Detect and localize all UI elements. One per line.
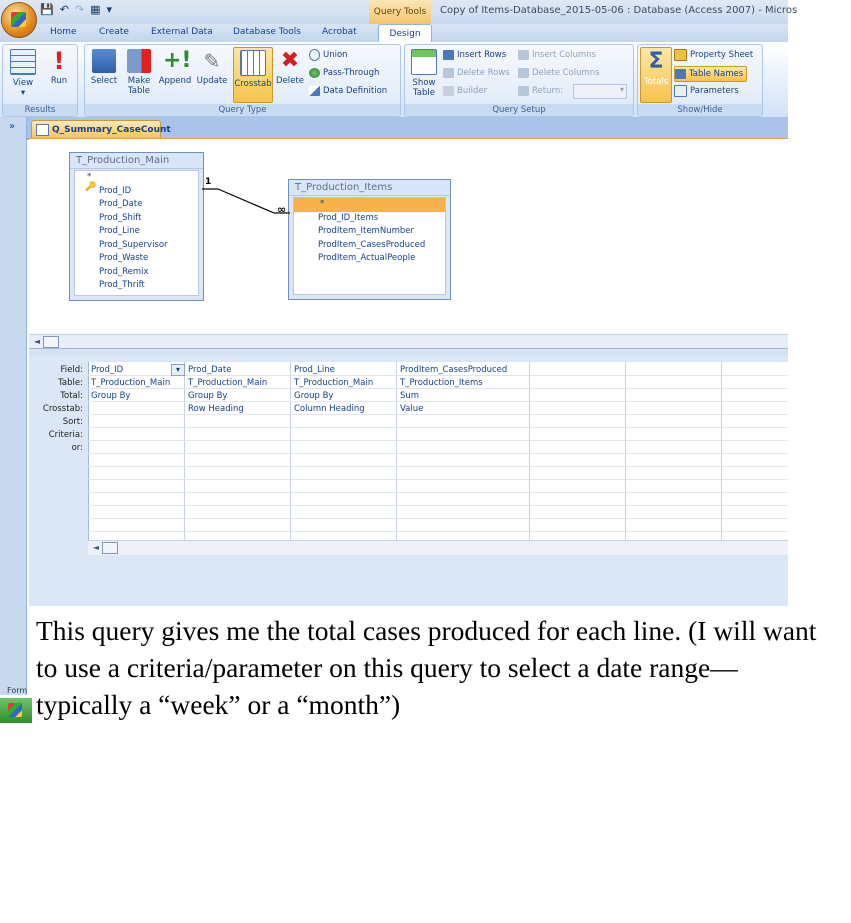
table-title[interactable]: T_Production_Items <box>289 180 450 196</box>
field-prod-id-items[interactable]: Prod_ID_Items <box>318 212 379 223</box>
show-table-button[interactable]: Show Table <box>408 49 440 98</box>
insert-rows-button[interactable]: Insert Rows <box>443 48 506 62</box>
property-sheet-icon <box>674 49 687 61</box>
insert-rows-icon <box>443 50 454 60</box>
results-group <box>2 44 78 117</box>
pass-through-button[interactable]: Pass-Through <box>309 66 379 80</box>
customize-qat-icon[interactable]: ▾ <box>106 3 113 16</box>
grid-table-cell[interactable]: T_Production_Items <box>400 378 483 388</box>
relationship-many-label: ∞ <box>277 203 287 216</box>
update-button[interactable]: ✎ Update <box>196 49 228 86</box>
table-t-production-main[interactable] <box>69 152 204 301</box>
return-dropdown[interactable] <box>573 84 627 99</box>
delete-rows-icon <box>443 68 454 78</box>
delete-query-icon: ✖ <box>280 48 300 73</box>
row-label-field: Field: <box>60 365 83 375</box>
field-prod-supervisor[interactable]: Prod_Supervisor <box>99 239 168 250</box>
grid-crosstab-cell[interactable]: Row Heading <box>188 404 244 414</box>
table-names-button[interactable]: Table Names <box>674 66 747 82</box>
grid-table-cell[interactable]: T_Production_Main <box>91 378 171 388</box>
field-prod-thrift[interactable]: Prod_Thrift <box>99 280 145 290</box>
grid-field-cell[interactable]: Prod_ID <box>91 365 124 375</box>
select-query-icon <box>92 49 116 73</box>
upper-pane-scrollbar[interactable] <box>29 334 788 349</box>
union-icon <box>309 49 320 61</box>
tab-acrobat[interactable]: Acrobat <box>322 27 357 37</box>
grid-field-cell[interactable]: Prod_Line <box>294 365 335 375</box>
datasheet-icon <box>10 49 36 75</box>
data-definition-icon <box>309 86 320 96</box>
windows-start-icon[interactable] <box>0 698 32 723</box>
results-group-label: Results <box>3 104 77 116</box>
row-label-crosstab: Crosstab: <box>42 404 83 414</box>
field-proditem-itemnumber[interactable]: ProdItem_ItemNumber <box>318 226 414 236</box>
field-all[interactable]: * <box>87 172 92 182</box>
chevron-down-icon: ▾ <box>619 85 624 94</box>
table-t-production-items[interactable] <box>288 179 451 300</box>
row-label-sort: Sort: <box>62 417 83 427</box>
view-button[interactable]: View ▾ <box>8 49 38 98</box>
totals-button[interactable]: Σ Totals <box>640 47 672 103</box>
context-tab-label: Query Tools <box>369 0 431 24</box>
grid-total-cell[interactable]: Group By <box>294 391 334 401</box>
relationship-one-label: 1 <box>205 177 212 187</box>
run-button[interactable]: ! Run <box>45 49 73 86</box>
undo-icon[interactable]: ↶ <box>59 3 69 16</box>
run-icon: ! <box>53 47 65 75</box>
row-label-total: Total: <box>60 391 83 401</box>
data-definition-button[interactable]: Data Definition <box>309 84 387 98</box>
field-prod-line[interactable]: Prod_Line <box>99 226 140 236</box>
return-icon <box>518 86 529 96</box>
tab-home[interactable]: Home <box>50 27 77 37</box>
grid-total-cell[interactable]: Group By <box>188 391 228 401</box>
field-prod-shift[interactable]: Prod_Shift <box>99 212 142 223</box>
union-button[interactable]: Union <box>309 48 348 62</box>
nav-expand-button[interactable]: » <box>8 121 16 132</box>
view-icon[interactable]: ▦ <box>90 3 101 16</box>
redo-icon[interactable]: ↷ <box>74 3 85 16</box>
select-query-button[interactable]: Select <box>89 49 119 86</box>
status-form-label: Form <box>7 686 28 695</box>
quick-access-toolbar <box>40 3 112 19</box>
scroll-thumb[interactable] <box>43 336 59 348</box>
tab-database-tools[interactable]: Database Tools <box>233 27 301 37</box>
make-table-icon <box>127 49 151 73</box>
table-names-icon <box>675 69 686 79</box>
scroll-thumb[interactable] <box>102 542 118 554</box>
save-icon[interactable]: 💾 <box>40 3 54 16</box>
property-sheet-button[interactable]: Property Sheet <box>674 48 753 62</box>
ribbon <box>0 42 788 118</box>
primary-key-icon: 🔑 <box>85 182 97 192</box>
navigation-pane-toggle[interactable] <box>4 360 20 460</box>
field-dropdown-chevron-icon[interactable]: ▾ <box>171 364 185 376</box>
builder-button[interactable]: Builder <box>443 84 487 98</box>
field-prod-date[interactable]: Prod_Date <box>99 199 143 209</box>
field-proditem-casesproduced[interactable]: ProdItem_CasesProduced <box>318 239 426 250</box>
show-table-icon <box>411 49 437 75</box>
grid-scrollbar[interactable] <box>88 540 788 555</box>
append-icon: +! <box>163 48 192 73</box>
field-proditem-actualpeople[interactable]: ProdItem_ActualPeople <box>318 253 416 263</box>
builder-wand-icon <box>443 86 454 96</box>
insert-columns-button[interactable]: Insert Columns <box>518 48 596 62</box>
row-label-or: or: <box>71 443 83 453</box>
grid-crosstab-cell[interactable]: Value <box>400 404 424 414</box>
parameters-button[interactable]: Parameters <box>674 84 739 98</box>
window-title: Copy of Items-Database_2015-05-06 : Database (Access 2007) - Micros <box>440 5 798 16</box>
field-all[interactable]: * <box>294 198 445 212</box>
query-icon <box>36 124 49 136</box>
grid-field-cell[interactable]: Prod_Date <box>188 365 232 375</box>
query-setup-group-label: Query Setup <box>405 104 633 116</box>
insert-columns-icon <box>518 50 529 60</box>
grid-total-cell[interactable]: Group By <box>91 391 131 401</box>
crosstab-icon <box>240 50 266 76</box>
update-pencil-icon: ✎ <box>203 49 221 73</box>
query-type-group-label: Query Type <box>85 104 400 116</box>
field-prod-id[interactable]: Prod_ID <box>99 185 132 196</box>
scroll-left-arrow-icon[interactable]: ◄ <box>92 543 100 552</box>
office-button[interactable] <box>1 2 37 38</box>
scroll-left-arrow-icon[interactable]: ◄ <box>33 337 41 346</box>
return-label: Return: <box>518 84 563 98</box>
crosstab-button[interactable]: Crosstab <box>233 47 273 103</box>
field-list <box>293 197 446 295</box>
query-setup-group <box>404 44 634 117</box>
field-prod-waste[interactable]: Prod_Waste <box>99 253 149 263</box>
grid-field-cell[interactable]: ProdItem_CasesProduced <box>400 365 508 375</box>
delete-query-button[interactable]: ✖ Delete <box>276 48 304 86</box>
query-type-group <box>84 44 401 117</box>
document-tab[interactable]: Q_Summary_CaseCount <box>31 120 161 138</box>
tab-external-data[interactable]: External Data <box>151 27 213 37</box>
table-title[interactable]: T_Production_Main <box>70 153 203 169</box>
make-table-button[interactable]: Make Table <box>123 49 155 96</box>
field-prod-remix[interactable]: Prod_Remix <box>99 266 149 277</box>
globe-icon <box>309 68 320 78</box>
row-label-criteria: Criteria: <box>48 430 83 440</box>
delete-rows-button[interactable]: Delete Rows <box>443 66 510 80</box>
caption-text: This query gives me the total cases produced for each line. (I will want to use a criteria/parameter on this query to select a date range—typically a “week” or a “month”) <box>36 615 817 720</box>
show-hide-group-label: Show/Hide <box>638 104 762 116</box>
show-hide-group <box>637 44 763 117</box>
append-button[interactable]: +! Append <box>158 48 192 86</box>
grid-table-cell[interactable]: T_Production_Main <box>294 378 374 388</box>
tab-design[interactable]: Design <box>378 24 432 44</box>
delete-columns-button[interactable]: Delete Columns <box>518 66 600 80</box>
grid-table-cell[interactable]: T_Production_Main <box>188 378 268 388</box>
row-label-table: Table: <box>58 378 83 388</box>
grid-crosstab-cell[interactable]: Column Heading <box>294 404 365 414</box>
parameters-icon <box>674 85 687 97</box>
sigma-icon: Σ <box>648 49 664 74</box>
grid-total-cell[interactable]: Sum <box>400 391 420 401</box>
tab-create[interactable]: Create <box>99 27 129 37</box>
delete-columns-icon <box>518 68 529 78</box>
